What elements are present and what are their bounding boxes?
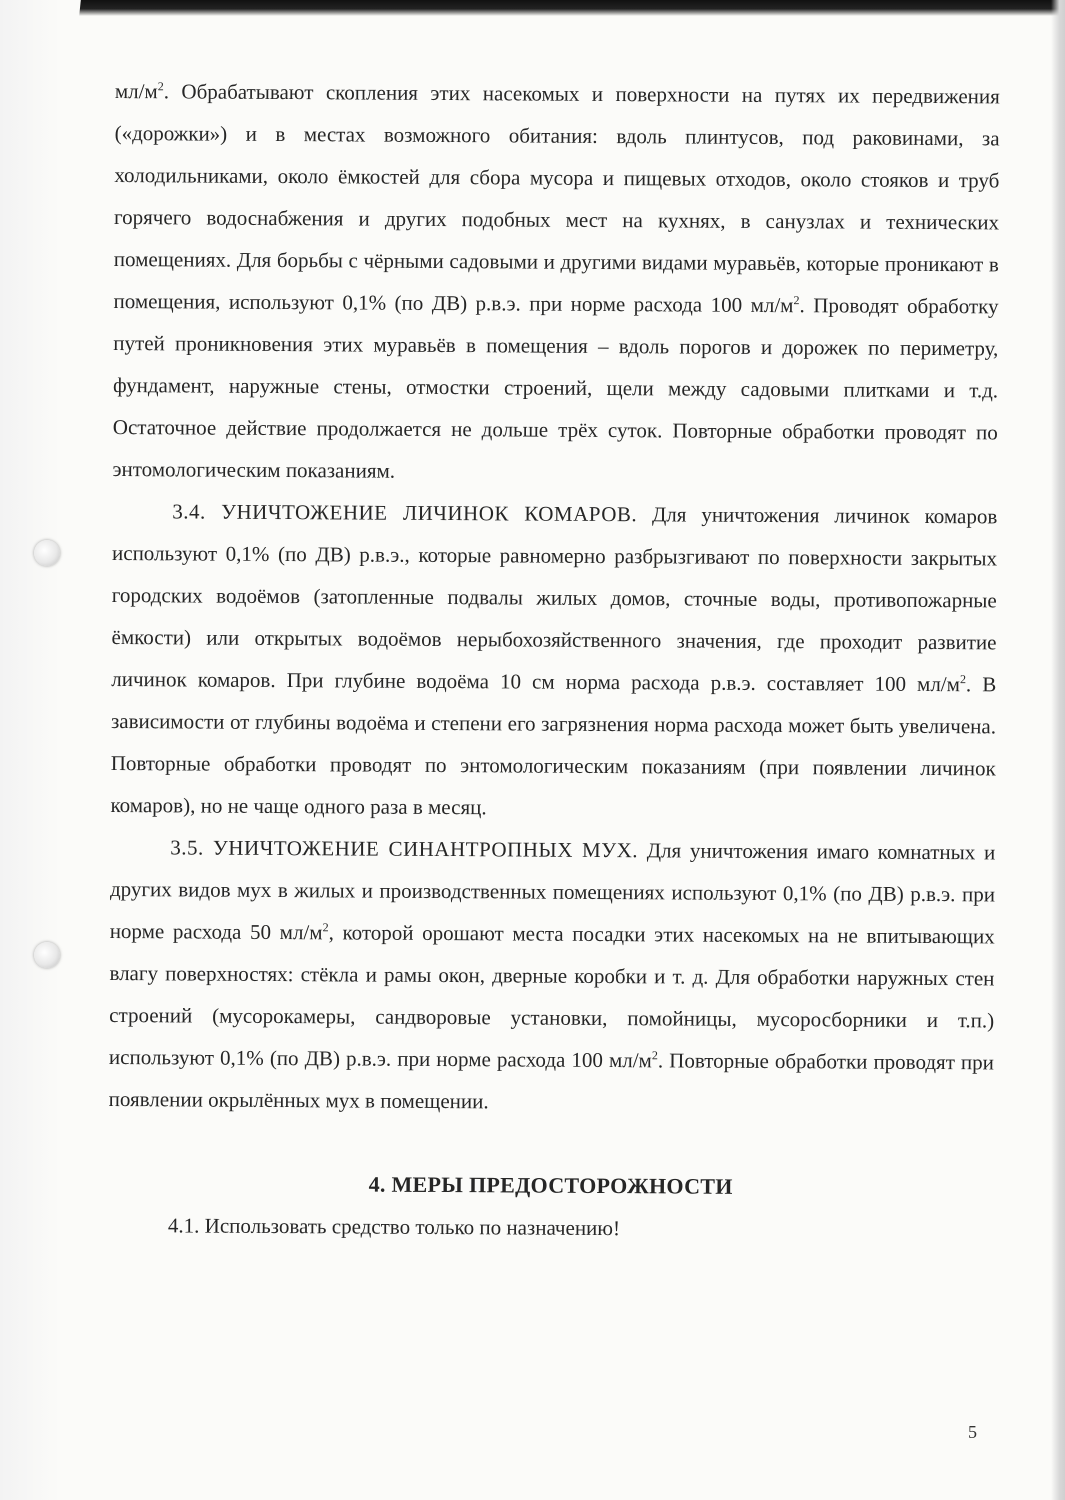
text-run: Для уничтожения имаго комнатных и других видов мух в жилых и производственных помещениях используют 0,1% (по ДВ) р.в.э. при норме расхода 50 мл/м: [109, 838, 996, 945]
text-run: мл/м: [114, 78, 158, 104]
paragraph-3-5-synanthropic-flies: [109, 826, 996, 1125]
paragraph-3-4-mosquito-larvae: [110, 490, 997, 831]
document-body: [108, 70, 1000, 1251]
item-4-1: 4.1. Использовать средство только по назначению!: [167, 1213, 621, 1241]
scan-left-shadow: [0, 0, 60, 1500]
text-run: Для уничтожения личинок комаров используют 0,1% (по ДВ) р.в.э., которые равномерно разбрызгивают по поверхности закрытых городских водоёмов (затопленные подвалы жилых домов, сточные воды, противопожарные ёмкости) или открытых водоёмов нерыбохозяйственного значения, где проходит развитие личинок комаров. При глубине водоёма 10 см норма расхода р.в.э. составляет 100 мл/м: [111, 502, 998, 697]
text-run: , которой орошают места посадки этих насекомых на не впитывающих влагу поверхностях: стёкла и рамы окон, дверные коробки и т. д. Для обработки наружных стен строений (мусорокамеры, сандворовые установки, помойницы, мусоросборники и т.п.) используют 0,1% (по ДВ) р.в.э. при норме расхода 100 мл/м: [108, 920, 995, 1073]
superscript: 2: [793, 293, 800, 308]
text-run: . Обрабатывают скопления этих насекомых и поверхности на путях их передвижения («дорожки») и в местах возможного обитания: вдоль плинтусов, под раковинами, за холодильниками, около ёмкостей для сбора мусора и пищевых отходов, около стояков и труб горячего водоснабжения и других подобных мест на кухнях, в санузлах и технических помещениях. Для борьбы с чёрными садовыми и другими видами муравьёв, которые проникают в помещения, используют 0,1% (по ДВ) р.в.э. при норме расхода 100 мл/м: [113, 79, 1000, 318]
punch-hole: [34, 942, 60, 968]
scan-top-edge: [79, 0, 1065, 16]
section-title-3-5: 3.5. УНИЧТОЖЕНИЕ СИНАНТРОПНЫХ МУХ.: [170, 835, 639, 863]
text-run: . Проводят обработку путей проникновения этих муравьёв в помещения – вдоль порогов и дорожек по периметру, фундамент, наружные стены, отмостки строений, щели между садовыми плитками и т.д. Остаточное действие продолжается не дольше трёх суток. Повторные обработки проводят по энтомологическим показаниям.: [112, 293, 999, 483]
text-run: . Повторные обработки проводят при появлении окрылённых мух в помещении.: [108, 1048, 995, 1114]
punch-hole: [34, 540, 60, 566]
section-4-heading: 4. МЕРЫ ПРЕДОСТОРОЖНОСТИ: [368, 1171, 733, 1199]
superscript: 2: [322, 920, 329, 935]
page-number: 5: [968, 1422, 977, 1442]
superscript: 2: [157, 79, 164, 94]
paragraph-ants: [112, 70, 1000, 495]
section-title-3-4: 3.4. УНИЧТОЖЕНИЕ ЛИЧИНОК КОМАРОВ.: [172, 499, 638, 527]
superscript: 2: [959, 672, 967, 687]
superscript: 2: [651, 1048, 658, 1063]
text-run: . В зависимости от глубины водоёма и степени его загрязнения норма расхода может быть увеличена. Повторные обработки проводят по энтомологическим показаниям (при появлении личинок комаров), но не чаще одного раза в месяц.: [110, 672, 997, 820]
scan-right-edge: [1051, 0, 1065, 1500]
